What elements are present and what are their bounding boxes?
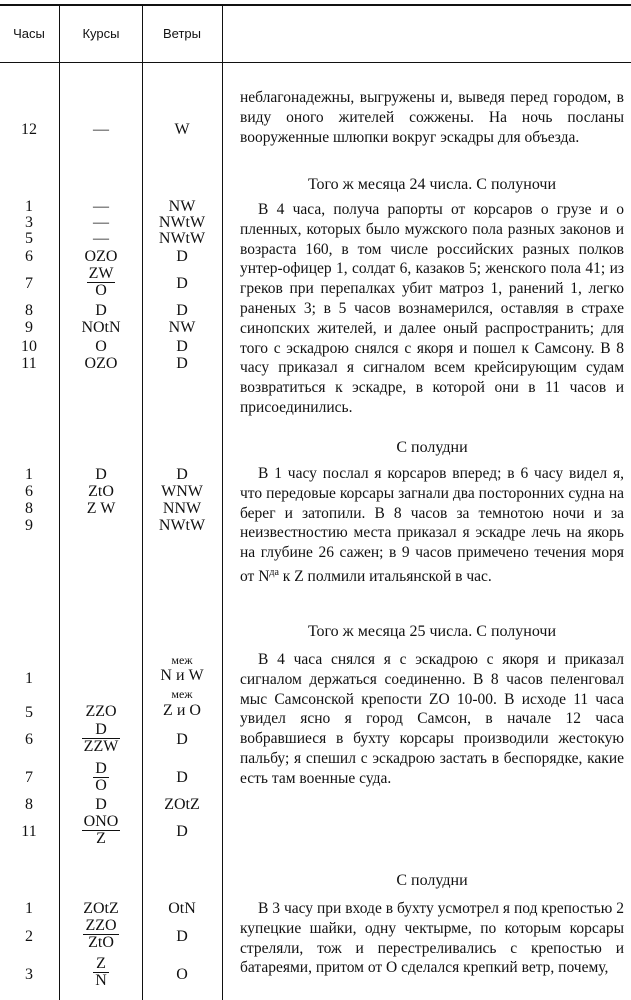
hour-cell: 7: [25, 275, 33, 292]
course-numerator: D: [82, 722, 121, 739]
wind-cell: W: [174, 121, 190, 138]
course-cell: D: [95, 466, 107, 483]
wind-cell: NWtW: [158, 517, 206, 534]
wind-cell: NWtW: [158, 214, 206, 231]
course-denominator: ZZW: [83, 738, 119, 755]
header-hours: Часы: [13, 26, 45, 41]
course-cell: —: [93, 198, 109, 215]
hour-cell: 2: [25, 928, 33, 945]
course-fraction: [93, 761, 109, 794]
table-top-rule: [0, 4, 631, 6]
course-cell: [60, 266, 142, 299]
hour-cell: 5: [25, 230, 33, 247]
course-denominator: ZtO: [88, 934, 114, 951]
course-numerator: ONO: [83, 813, 119, 830]
course-cell: —: [93, 121, 109, 138]
course-cell: O: [95, 338, 107, 355]
course-cell: [60, 722, 142, 755]
wind-cell: NW: [168, 198, 196, 215]
wind-cell: D: [176, 823, 188, 840]
wind-cell: D: [176, 338, 188, 355]
log-paragraph: [240, 464, 624, 587]
course-cell: D: [95, 796, 107, 813]
hour-cell: 8: [25, 796, 33, 813]
hour-cell: 3: [25, 966, 33, 983]
hour-cell: 10: [21, 338, 37, 355]
superscript: да: [269, 566, 279, 578]
wind-cell: WNW: [161, 483, 203, 500]
log-text-part: В 1 часу послал я корсаров вперед; в 6 часу видел я, что передовые корсары загнали два посторонних судна на берег и затопили. В 8 часов за темнотою ночи и за неизвестностию места приказал я эскадре лечь на якорь на глубине 26 сажен; в 9 часов примечено течения моря от N: [240, 465, 624, 586]
course-cell: OZO: [84, 248, 118, 265]
course-fraction: [93, 956, 109, 989]
wind-cell: NWtW: [158, 230, 206, 247]
section-heading: С полудни: [396, 872, 468, 889]
wind-cell: D: [176, 248, 188, 265]
wind-cell: D: [176, 928, 188, 945]
course-cell: [60, 761, 142, 794]
wind-cell: NW: [168, 319, 196, 336]
course-cell: —: [93, 230, 109, 247]
wind-cell: D: [176, 466, 188, 483]
wind-cell: D: [176, 275, 188, 292]
log-paragraph: В 3 часу при входе в бухту усмотрел я под крепостью 2 купецкие шайки, одну чектырме, по которым корсары стреляли, тож и перестреливались с крепостью и батареями, притом от O сделался крепкий ветр, почему,: [240, 900, 624, 977]
wind-cell: NNW: [162, 500, 202, 517]
course-numerator: D: [95, 760, 107, 777]
wind-between-label: меж: [171, 653, 193, 667]
wind-cell: D: [176, 731, 188, 748]
hour-cell: 11: [21, 355, 37, 372]
log-text-block: [240, 88, 624, 147]
section-heading: Того ж месяца 25 числа. С полуночи: [307, 623, 557, 640]
course-cell: —: [93, 214, 109, 231]
wind-cell: N и W: [160, 667, 204, 684]
course-cell: [60, 956, 142, 989]
course-cell: [60, 918, 142, 951]
course-cell: NOtN: [81, 319, 121, 336]
course-denominator: O: [95, 282, 107, 299]
hour-cell: 1: [25, 198, 33, 215]
course-cell: D: [95, 302, 107, 319]
course-cell: Z W: [86, 500, 116, 517]
wind-cell: D: [176, 302, 188, 319]
course-cell: ZZO: [85, 703, 117, 720]
hour-cell: 9: [25, 517, 33, 534]
course-denominator: Z: [96, 830, 106, 847]
hour-cell: 9: [25, 319, 33, 336]
log-text-part: к Z полмили итальянской в час.: [278, 568, 492, 586]
hour-cell: 1: [25, 466, 33, 483]
hour-cell: 7: [25, 769, 33, 786]
log-paragraph: неблагонадежны, выгружены и, выведя перед городом, в виду оного жителей сожжены. На ночь посланы вооруженные шлюпки вокруг эскадры для объезда.: [240, 89, 624, 146]
wind-between-label: меж: [171, 687, 193, 701]
log-text-block: [240, 464, 624, 587]
header-winds: Ветры: [163, 26, 201, 41]
course-cell: OZO: [84, 355, 118, 372]
section-heading: Того ж месяца 24 числа. С полуночи: [307, 176, 557, 193]
course-cell: ZOtZ: [83, 900, 119, 917]
hour-cell: 8: [25, 500, 33, 517]
header-courses: Курсы: [82, 26, 120, 41]
wind-cell: D: [176, 355, 188, 372]
hour-cell: 6: [25, 731, 33, 748]
course-fraction: [82, 814, 121, 847]
course-cell: ZtO: [88, 483, 114, 500]
hour-cell: 11: [21, 823, 37, 840]
section-heading: С полудни: [396, 439, 468, 456]
log-text-block: [240, 650, 624, 789]
log-paragraph: В 4 часа, получа рапорты от корсаров о грузе и о пленных, которых было мужского пола разных законов и возраста 160, в том числе российских разных полков унтер-офицер 1, солдат 6, казаков 5; женского пола 41; из греков при перепалках убит матроз 1, ранений 1, легко раненых 3; в 5 часов вознамерился, оставляя в страхе синопских жителей, и далее оный распространить; для того с эскадрою снялся с якоря и пошел к Самсону. В 8 часу приказал я сигналом всем крейсирующим судам возвратиться к эскадре, в которой они в 11 часов и присоединились.: [240, 201, 624, 416]
hour-cell: 12: [21, 121, 37, 138]
log-paragraph: В 4 часа снялся я с эскадрою с якоря и приказал сигналом держаться соединенно. В 8 часов пеленговал мыс Самсонской крепости ZO 10-00. В исходе 11 часа увидел ясно я город Самсон, в начале 12 часа вобравшиеся в бухту корсары производили жестокую пальбу; я спешил с эскадрою застать в беспорядке, какие есть там военные суда.: [240, 651, 624, 787]
wind-cell: ZOtZ: [164, 796, 200, 813]
course-numerator: ZZO: [85, 917, 117, 934]
wind-cell: Z и O: [163, 702, 201, 719]
course-fraction: [83, 918, 118, 951]
course-numerator: Z: [93, 956, 109, 973]
course-denominator: O: [95, 777, 107, 794]
hour-cell: 6: [25, 248, 33, 265]
course-numerator: ZW: [88, 265, 114, 282]
table-header-rule: [0, 62, 631, 63]
wind-cell: O: [176, 966, 188, 983]
course-cell: [60, 814, 142, 847]
hour-cell: 1: [25, 670, 33, 687]
course-fraction: [82, 722, 121, 755]
course-fraction: [87, 266, 116, 299]
hour-cell: 5: [25, 704, 33, 721]
course-denominator: N: [95, 972, 107, 989]
log-text-block: [240, 899, 624, 978]
hour-cell: 6: [25, 483, 33, 500]
log-text-block: [240, 200, 624, 418]
hour-cell: 1: [25, 900, 33, 917]
column-divider-winds: [222, 4, 223, 1000]
wind-cell: D: [176, 769, 188, 786]
hour-cell: 3: [25, 214, 33, 231]
wind-cell: OtN: [168, 900, 196, 917]
hour-cell: 8: [25, 302, 33, 319]
